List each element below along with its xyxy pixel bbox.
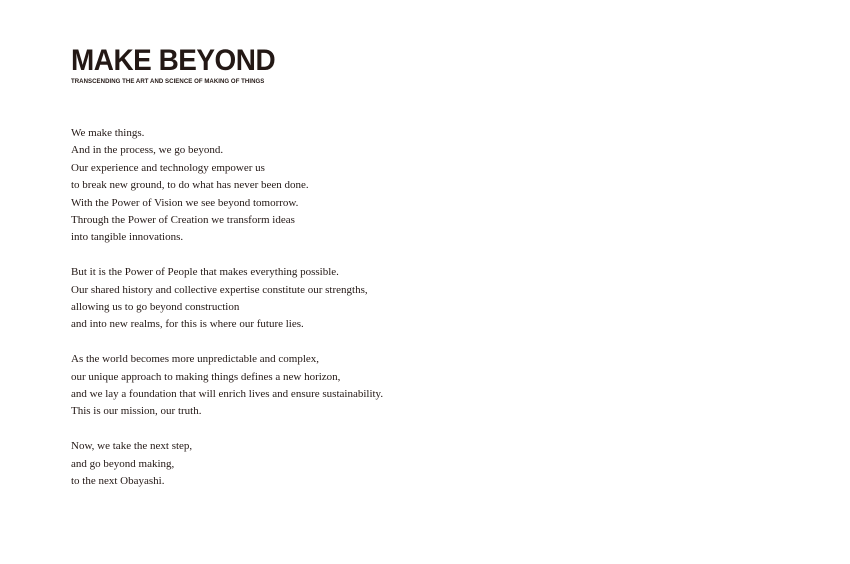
text-line: into tangible innovations. [71, 231, 184, 244]
text-line: and go beyond making, [71, 457, 175, 470]
text-line: As the world becomes more unpredictable and complex, [71, 353, 320, 366]
brand-logo [71, 44, 291, 86]
text-line: We make things. [71, 127, 145, 139]
text-line: to the next Obayashi. [71, 475, 165, 488]
stanza [71, 351, 383, 421]
stanza [71, 264, 383, 334]
text-line: Through the Power of Creation we transform ideas [71, 214, 295, 227]
text-line: With the Power of Vision we see beyond tomorrow. [71, 196, 299, 209]
text-line: And in the process, we go beyond. [71, 144, 224, 157]
text-line: and into new realms, for this is where our future lies. [71, 318, 304, 331]
text-line: Our shared history and collective expertise constitute our strengths, [71, 283, 368, 296]
text-line: allowing us to go beyond construction [71, 301, 240, 314]
brand-tagline: TRANSCENDING THE ART AND SCIENCE OF MAKING OF THINGS [71, 78, 265, 85]
text-line: to break new ground, to do what has never been done. [71, 179, 309, 192]
stanza [71, 125, 383, 247]
text-line: This is our mission, our truth. [71, 405, 202, 418]
brand-title: MAKE BEYOND [71, 44, 276, 77]
text-line: But it is the Power of People that makes everything possible. [71, 266, 339, 279]
text-line: Now, we take the next step, [71, 440, 193, 453]
stanza [71, 438, 383, 490]
text-line: Our experience and technology empower us [71, 161, 265, 174]
text-line: and we lay a foundation that will enrich lives and ensure sustainability. [71, 388, 384, 401]
manifesto-text [71, 125, 383, 508]
text-line: our unique approach to making things defines a new horizon, [71, 370, 341, 383]
